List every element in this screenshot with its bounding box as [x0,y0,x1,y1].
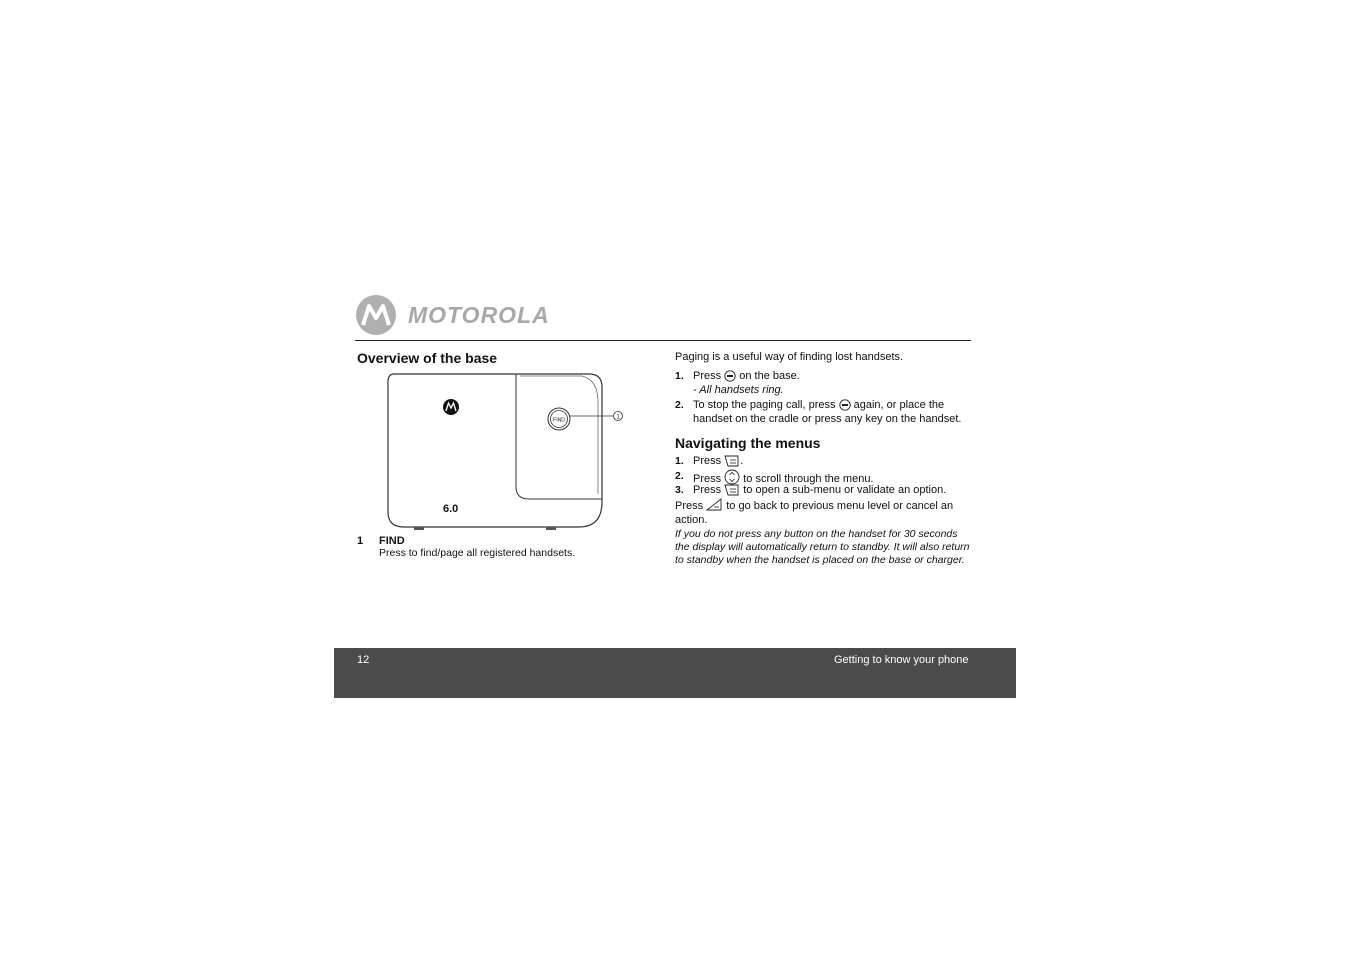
step-text: Press [693,370,722,382]
nav-step-number: 3. [675,484,684,496]
paging-step-2 [693,398,978,426]
step-text: To stop the paging call, press [693,399,836,411]
nav-step-3 [693,483,946,497]
standby-note: If you do not press any button on the handset for 30 seconds the display will automatically return to standby. It will also return to standby when the handset is placed on the base or charger. [675,528,970,566]
menu-key-icon [724,483,740,496]
nav-step-number: 2. [675,470,684,482]
legend-description: Press to find/page all registered handsets. [379,547,576,559]
paging-step-number: 2. [675,399,684,411]
step-text: Press [693,455,722,467]
section-title-navigating: Navigating the menus [675,435,821,451]
header-rule [355,340,971,341]
page-number: 12 [357,654,370,666]
find-key-icon [839,399,851,411]
section-title-overview: Overview of the base [357,350,498,366]
step-text: to scroll through the menu. [743,473,874,485]
back-key-icon [706,497,723,512]
nav-step-number: 1. [675,455,684,467]
step-text: to go back to previous menu level or cancel an action. [675,500,954,526]
body-logo-icon [443,399,459,415]
paging-step-1 [693,369,800,383]
paging-substep: - All handsets ring. [693,384,784,396]
nav-step-1 [693,454,743,468]
step-text: Press [693,473,722,485]
paging-intro: Paging is a useful way of finding lost handsets. [675,351,904,363]
menu-key-icon [724,454,740,467]
legend-name: FIND [379,535,405,547]
step-text: to open a sub-menu or validate an option. [743,484,947,496]
step-text: Press [675,500,704,512]
callout-number: 1 [616,414,620,421]
step-text: Press [693,484,722,496]
back-instruction [675,497,970,527]
find-button[interactable] [548,408,570,430]
step-text: . [740,455,744,467]
find-button-label: FIND [553,417,565,424]
legend-number: 1 [357,535,364,547]
base-station-illustration [384,372,626,532]
step-text: again, or place the handset on the cradle or press any key on the handset. [693,399,962,425]
brand-name: MOTOROLA [408,302,550,328]
section-title-footer: Getting to know your phone [834,654,969,666]
paging-step-number: 1. [675,370,684,382]
find-key-icon [724,370,736,382]
version-badge: 6.0 [443,503,459,515]
step-text: on the base. [739,370,800,382]
